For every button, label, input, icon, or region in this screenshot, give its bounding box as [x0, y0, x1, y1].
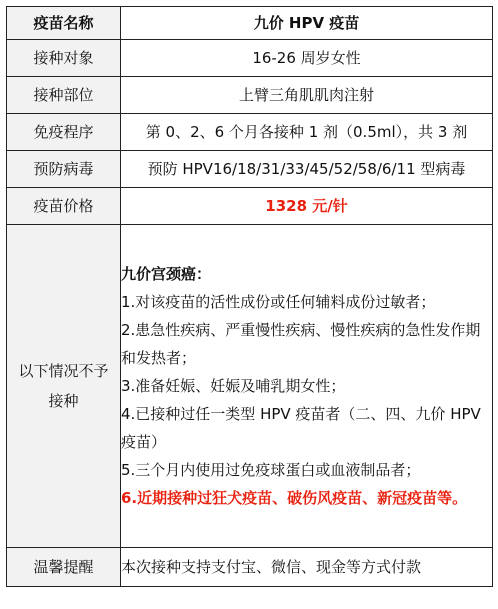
contraindication-item-2: 2.患急性疾病、严重慢性疾病、慢性疾病的急性发作期和发热者；: [121, 321, 481, 367]
table-row-target: [7, 40, 493, 77]
contraindications-heading: 九价宫颈癌：: [121, 265, 212, 283]
vaccine-name-label: 疫苗名称: [7, 7, 121, 40]
table-row-contraindications: [7, 225, 493, 548]
vaccine-name-value: 九价 HPV 疫苗: [121, 7, 493, 40]
reminder-value: 本次接种支持支付宝、微信、现金等方式付款: [121, 548, 493, 587]
reminder-label: 温馨提醒: [7, 548, 121, 587]
site-value: 上臂三角肌肌肉注射: [121, 77, 493, 114]
contraindication-item-6: 6.近期接种过狂犬疫苗、破伤风疫苗、新冠疫苗等。: [121, 489, 468, 507]
contraindications-label-line1: 以下情况不予: [18, 362, 109, 380]
schedule-value: 第 0、2、6 个月各接种 1 剂（0.5ml），共 3 剂: [121, 114, 493, 151]
table-row-site: [7, 77, 493, 114]
virus-value: 预防 HPV16/18/31/33/45/52/58/6/11 型病毒: [121, 151, 493, 188]
virus-label: 预防病毒: [7, 151, 121, 188]
table-row-vaccine-name: [7, 7, 493, 40]
table-row-schedule: [7, 114, 493, 151]
target-value: 16-26 周岁女性: [121, 40, 493, 77]
price-label: 疫苗价格: [7, 188, 121, 225]
contraindications-content: [121, 225, 493, 548]
contraindication-item-5: 5.三个月内使用过免疫球蛋白或血液制品者；: [121, 461, 421, 479]
site-label: 接种部位: [7, 77, 121, 114]
contraindications-label: [7, 225, 121, 548]
contraindication-item-3: 3.准备妊娠、妊娠及哺乳期女性；: [121, 377, 346, 395]
vaccine-info-table: [6, 6, 493, 587]
contraindications-label-line2: 接种: [48, 392, 79, 410]
contraindication-item-4: 4.已接种过任一类型 HPV 疫苗者（二、四、九价 HPV 疫苗）: [121, 405, 481, 451]
price-value: 1328 元/针: [121, 188, 493, 225]
table-row-virus: [7, 151, 493, 188]
contraindication-item-1: 1.对该疫苗的活性成份或任何辅料成份过敏者；: [121, 293, 436, 311]
table-row-reminder: [7, 548, 493, 587]
table-row-price: [7, 188, 493, 225]
target-label: 接种对象: [7, 40, 121, 77]
schedule-label: 免疫程序: [7, 114, 121, 151]
